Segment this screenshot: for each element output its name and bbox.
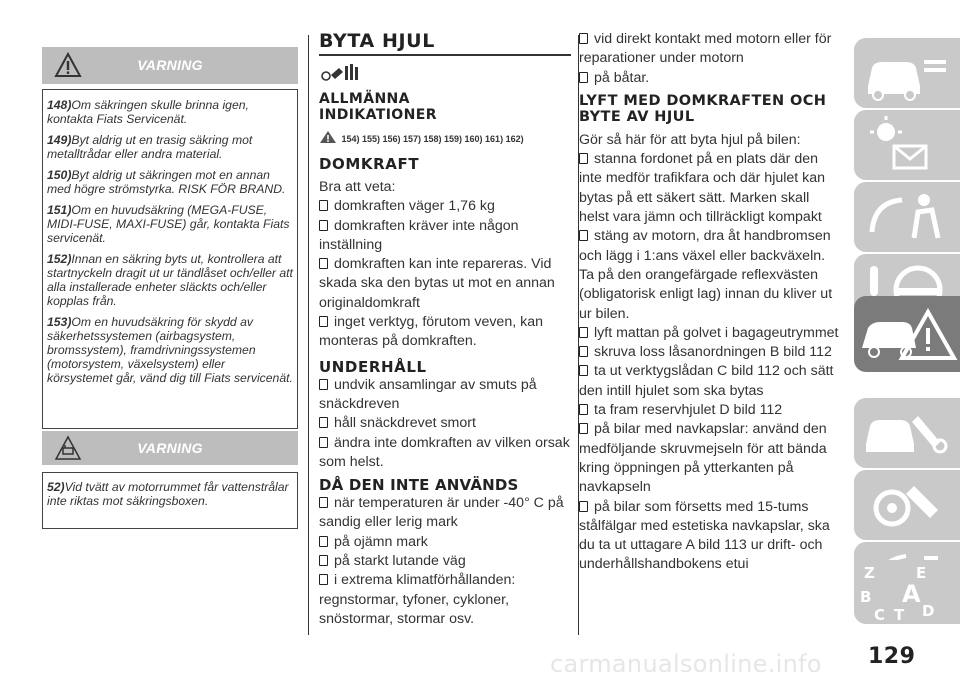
car-dashboard-icon <box>854 38 960 108</box>
tab-warning-lights[interactable] <box>854 110 960 180</box>
bullet-text: domkraften kräver inte någon inställning <box>319 217 519 253</box>
note-number: 150) <box>47 168 72 182</box>
checkbox-bullet-icon <box>319 379 328 390</box>
continued-bullet <box>579 30 841 69</box>
jack-bullet <box>319 313 571 352</box>
column-divider-1 <box>308 35 309 635</box>
lift-bullet <box>579 498 841 575</box>
bullet-text: i extrema klimatförhållanden: regnstormar, tyfoner, cykloner, snöstormar, stormar osv. <box>319 572 516 627</box>
jack-title: DOMKRAFT <box>319 155 420 173</box>
bullet-text: lyft mattan på golvet i bagageutrymmet <box>594 324 839 341</box>
bullet-text: på bilar med navkapslar: använd den medföljande skruvmejseln för att bända kring öppningen på ytterkanten på navkapseln <box>579 421 827 496</box>
emergency-icon <box>854 296 960 372</box>
note-text: Om säkringen skulle brinna igen, kontakta Fiats Servicenät. <box>47 98 249 126</box>
warning-note <box>43 98 297 126</box>
references-row <box>319 129 571 145</box>
bullet-text: på ojämn mark <box>334 533 428 550</box>
checkbox-bullet-icon <box>579 33 588 44</box>
checkbox-bullet-icon <box>579 153 588 164</box>
note-number: 149) <box>47 133 72 147</box>
warning-note <box>43 168 297 196</box>
note-number: 52) <box>47 480 65 494</box>
checkbox-bullet-icon <box>319 497 328 508</box>
bullet-text: stanna fordonet på en plats där den inte medför trafikfara och där hjulet kan bytas på ett säkert sätt. Marken skall helst vara jämn och tillräckligt kompakt <box>579 151 826 226</box>
lift-bullet <box>579 150 841 227</box>
continued-bullet <box>579 69 841 88</box>
checkbox-bullet-icon <box>579 365 588 376</box>
warning-note <box>43 315 297 385</box>
maintenance-icon <box>854 398 960 468</box>
section-title: BYTA HJUL <box>319 30 435 52</box>
note-number: 153) <box>47 315 72 329</box>
tab-emergency[interactable] <box>854 296 960 372</box>
maintenance-bullet <box>319 434 571 473</box>
note-number: 152) <box>47 252 72 266</box>
checkbox-bullet-icon <box>579 404 588 415</box>
checkbox-bullet-icon <box>319 316 328 327</box>
checkbox-bullet-icon <box>319 555 328 566</box>
bullet-text: håll snäckdrevet smort <box>334 415 476 432</box>
warning-body-1 <box>42 89 298 429</box>
lift-bullet <box>579 401 841 420</box>
note-text: Byt aldrig ut säkringen mot en annan med högre strömstyrka. RISK FÖR BRAND. <box>47 168 286 196</box>
maintenance-bullet <box>319 376 571 415</box>
note-number: 148) <box>47 98 72 112</box>
checkbox-bullet-icon <box>579 346 588 357</box>
bullet-text: på bilar som försetts med 15-tums stålfälgar med estetiska navkapslar, ska du ta ut uttagare A bild 113 ur drift- och underhållshandbokens etui <box>579 498 830 573</box>
warning-header-2 <box>42 431 298 465</box>
lift-bullet <box>579 343 841 362</box>
safety-airbag-icon <box>854 182 960 252</box>
tab-index[interactable] <box>854 560 960 624</box>
right-column <box>579 30 841 575</box>
general-indications-title: ALLMÄNNA INDIKATIONER <box>319 91 437 123</box>
bullet-text: domkraften väger 1,76 kg <box>334 198 495 215</box>
checkbox-bullet-icon <box>319 258 328 269</box>
checkbox-bullet-icon <box>579 72 588 83</box>
bullet-text: skruva loss låsanordningen B bild 112 <box>594 344 832 361</box>
checkbox-bullet-icon <box>319 200 328 211</box>
lift-bullet <box>579 362 841 401</box>
jack-bullet <box>319 255 571 313</box>
references-list: 154) 155) 156) 157) 158) 159) 160) 161) 162) <box>341 134 524 144</box>
checkbox-bullet-icon <box>319 220 328 231</box>
checkbox-bullet-icon <box>319 417 328 428</box>
index-letter: B <box>860 588 872 606</box>
warning-note <box>43 203 297 245</box>
checkbox-bullet-icon <box>319 574 328 585</box>
checkbox-bullet-icon <box>579 501 588 512</box>
page-number: 129 <box>868 644 916 669</box>
bullet-text: på starkt lutande väg <box>334 553 466 570</box>
note-number: 151) <box>47 203 72 217</box>
warning-title-2: VARNING <box>137 440 203 456</box>
index-letter: Z <box>864 564 875 582</box>
section-title-rule <box>319 54 571 56</box>
warning-lights-icon <box>854 110 960 180</box>
warning-header-1 <box>42 47 298 84</box>
jack-bullet <box>319 197 571 216</box>
bullet-text: vid direkt kontakt med motorn eller för reparationer under motorn <box>579 31 832 67</box>
index-icon <box>854 560 960 624</box>
tab-maintenance[interactable] <box>854 398 960 468</box>
technical-data-icon <box>854 470 960 540</box>
checkbox-bullet-icon <box>319 536 328 547</box>
lift-bullet <box>579 227 841 323</box>
maintenance-bullet <box>319 414 571 433</box>
warning-note <box>43 133 297 161</box>
watermark: carmanualsonline.info <box>550 650 822 678</box>
warning-triangle-icon <box>319 130 337 144</box>
not-in-use-bullet <box>319 494 571 533</box>
bullet-text: ta ut verktygslådan C bild 112 och sätt den intill hjulet som ska bytas <box>579 363 834 399</box>
not-in-use-bullet <box>319 552 571 571</box>
tab-safety[interactable] <box>854 182 960 252</box>
bullet-text: undvik ansamlingar av smuts på snäckdreven <box>319 376 537 412</box>
checkbox-bullet-icon <box>579 327 588 338</box>
index-letter: D <box>922 602 935 620</box>
note-text: Innan en säkring byts ut, kontrollera att startnyckeln dragit ut ur tändlåset och/eller att alla installerade enheter släckts och/eller kopplas från. <box>47 252 293 308</box>
index-letter: E <box>916 564 927 582</box>
lift-title: LYFT MED DOMKRAFTEN OCH BYTE AV HJUL <box>579 92 827 125</box>
lift-bullet <box>579 324 841 343</box>
bullet-text: stäng av motorn, dra åt handbromsen och lägg i 1:ans växel eller backväxeln. Ta på den orangefärgade reflexvästen (obligatorisk enligt lag) innan du kliver ut ur bilen. <box>579 228 833 322</box>
bullet-text: när temperaturen är under -40° C på sandig eller lerig mark <box>319 495 564 531</box>
checkbox-bullet-icon <box>579 423 588 434</box>
bullet-text: på båtar. <box>594 69 650 86</box>
bullet-text: ta fram reservhjulet D bild 112 <box>594 402 783 419</box>
note-text: Om en huvudsäkring (MEGA-FUSE, MIDI-FUSE, MAXI-FUSE) går, kontakta Fiats servicenät. <box>47 203 290 245</box>
index-letter: T <box>894 606 905 624</box>
middle-column <box>319 30 571 629</box>
bullet-text: inget verktyg, förutom veven, kan monteras på domkraften. <box>319 314 543 350</box>
checkbox-bullet-icon <box>319 437 328 448</box>
warning-note <box>43 480 297 508</box>
warning-note <box>43 252 297 308</box>
tab-technical-data[interactable] <box>854 470 960 540</box>
checkbox-bullet-icon <box>579 230 588 241</box>
warning-body-2 <box>42 472 298 529</box>
maintenance-title: UNDERHÅLL <box>319 357 427 376</box>
bullet-text: ändra inte domkraften av vilken orsak som helst. <box>319 434 570 470</box>
warning-title-1: VARNING <box>137 57 203 73</box>
index-letter: A <box>902 580 921 608</box>
jack-bullet <box>319 217 571 256</box>
not-in-use-bullet <box>319 533 571 552</box>
tab-dashboard[interactable] <box>854 38 960 108</box>
lift-intro: Gör så här för att byta hjul på bilen: <box>579 131 801 148</box>
not-in-use-title: DÅ DEN INTE ANVÄNDS <box>319 476 519 495</box>
note-text: Vid tvätt av motorrummet får vattenstrålar inte riktas mot säkringsboxen. <box>47 480 289 508</box>
lift-bullet <box>579 420 841 497</box>
bullet-text: domkraften kan inte repareras. Vid skada ska den bytas ut mot en annan originaldomkraft <box>319 256 555 311</box>
not-in-use-bullet <box>319 571 571 629</box>
jack-intro: Bra att veta: <box>319 179 396 195</box>
note-text: Byt aldrig ut en trasig säkring mot metalltrådar eller andra material. <box>47 133 253 161</box>
note-text: Om en huvudsäkring för skydd av säkerhetssystemen (airbagsystem, bromssystem), framdrivningssystemen (motorsystem, växelsystem) eller körsystemet går, vänd dig till Fiats servicenät. <box>47 315 293 385</box>
index-letter: C <box>874 606 886 624</box>
wheel-change-icon <box>319 62 359 84</box>
